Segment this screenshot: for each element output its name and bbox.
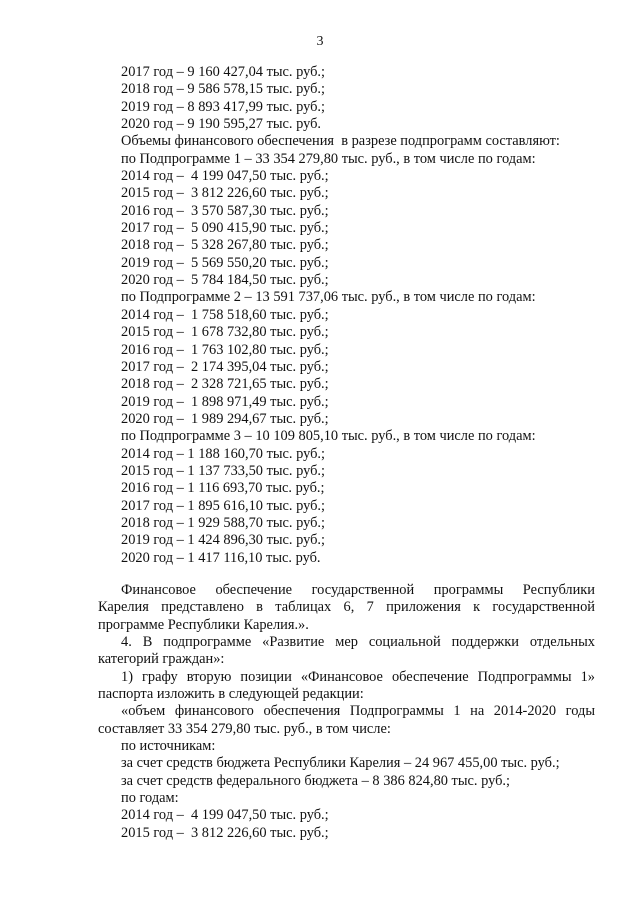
text-line: 2020 год – 1 989 294,67 тыс. руб.;	[121, 410, 329, 427]
text-line: 2016 год – 1 763 102,80 тыс. руб.;	[121, 341, 329, 358]
text-line: 2014 год – 1 758 518,60 тыс. руб.;	[121, 306, 329, 323]
text-line: 2016 год – 1 116 693,70 тыс. руб.;	[121, 480, 325, 497]
text-line: 2015 год – 1 678 732,80 тыс. руб.;	[121, 324, 329, 341]
text-line: 2019 год – 1 898 971,49 тыс. руб.;	[121, 393, 329, 410]
text-line: 2015 год – 1 137 733,50 тыс. руб.;	[121, 462, 326, 479]
text-line: 2017 год – 5 090 415,90 тыс. руб.;	[121, 220, 329, 237]
paragraph-line: Финансовое обеспечение государственной программы Республики	[121, 581, 595, 598]
paragraph-gap	[0, 567, 640, 582]
text-line: по Подпрограмме 2 – 13 591 737,06 тыс. руб., в том числе по годам:	[121, 289, 536, 306]
text-line: 2014 год – 1 188 160,70 тыс. руб.;	[121, 445, 326, 462]
text-line: по источникам:	[121, 738, 216, 755]
text-line: 2015 год – 3 812 226,60 тыс. руб.;	[121, 185, 329, 202]
text-line: 2018 год – 1 929 588,70 тыс. руб.;	[121, 514, 326, 531]
text-line: 2017 год – 9 160 427,04 тыс. руб.;	[121, 64, 326, 80]
document-body	[0, 64, 640, 842]
text-line: 2020 год – 5 784 184,50 тыс. руб.;	[121, 272, 329, 289]
text-line: 2017 год – 1 895 616,10 тыс. руб.;	[121, 497, 326, 514]
text-line: 2019 год – 1 424 896,30 тыс. руб.;	[121, 532, 326, 549]
text-line: 2018 год – 5 328 267,80 тыс. руб.;	[121, 237, 329, 254]
text-line: 2016 год – 3 570 587,30 тыс. руб.;	[121, 202, 329, 219]
paragraph-line: 1) графу вторую позиции «Финансовое обеспечение Подпрограммы 1»	[121, 668, 595, 685]
text-line: по Подпрограмме 1 – 33 354 279,80 тыс. руб., в том числе по годам:	[121, 150, 536, 167]
text-line: по годам:	[121, 790, 179, 807]
paragraph-line: паспорта изложить в следующей редакции:	[98, 686, 364, 703]
text-line: 2014 год – 4 199 047,50 тыс. руб.;	[121, 807, 329, 824]
text-line: 2017 год – 2 174 395,04 тыс. руб.;	[121, 358, 329, 375]
text-line: по Подпрограмме 3 – 10 109 805,10 тыс. руб., в том числе по годам:	[121, 428, 536, 445]
text-line: 2019 год – 8 893 417,99 тыс. руб.;	[121, 98, 326, 115]
paragraph-line: программе Республики Карелия.».	[98, 616, 309, 633]
text-line: 2020 год – 1 417 116,10 тыс. руб.	[121, 549, 321, 566]
paragraph-line: составляет 33 354 279,80 тыс. руб., в том числе:	[98, 720, 391, 737]
text-line: за счет средств бюджета Республики Карелия – 24 967 455,00 тыс. руб.;	[121, 755, 560, 772]
text-line: 2015 год – 3 812 226,60 тыс. руб.;	[121, 824, 329, 841]
paragraph-line: «объем финансового обеспечения Подпрограммы 1 на 2014-2020 годы	[121, 703, 595, 720]
text-line: 2020 год – 9 190 595,27 тыс. руб.	[121, 116, 322, 133]
text-line: 2018 год – 9 586 578,15 тыс. руб.;	[121, 81, 326, 98]
page-number: 3	[316, 34, 324, 49]
paragraph-line: 4. В подпрограмме «Развитие мер социальной поддержки отдельных	[121, 634, 595, 650]
text-line: за счет средств федерального бюджета – 8 386 824,80 тыс. руб.;	[121, 772, 511, 789]
text-line: Объемы финансового обеспечения в разрезе подпрограмм составляют:	[121, 133, 560, 150]
paragraph-line: категорий граждан»:	[98, 651, 225, 668]
paragraph-line: Карелия представлено в таблицах 6, 7 приложения к государственной	[98, 599, 595, 616]
text-line: 2019 год – 5 569 550,20 тыс. руб.;	[121, 254, 329, 271]
text-line: 2014 год – 4 199 047,50 тыс. руб.;	[121, 168, 329, 185]
text-line: 2018 год – 2 328 721,65 тыс. руб.;	[121, 376, 329, 393]
